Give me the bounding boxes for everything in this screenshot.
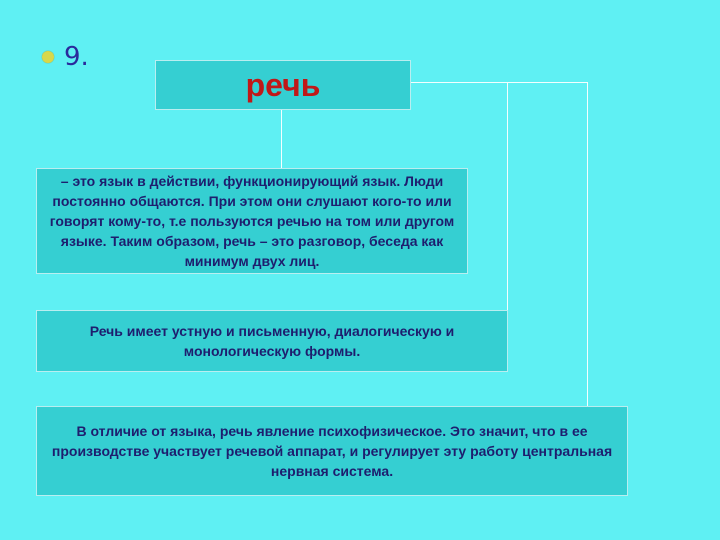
definition-box	[36, 168, 468, 274]
psychophysical-box	[36, 406, 628, 496]
forms-box	[36, 310, 508, 372]
slide-number-label: 9.	[64, 42, 89, 72]
connector-title-to-definition	[281, 110, 282, 168]
bullet-icon	[42, 51, 54, 63]
psychophysical-text: В отличие от языка, речь явление психофизическое. Это значит, что в ее производстве участвует речевой аппарат, и регулирует эту работу центральная нервная система.	[51, 423, 613, 479]
definition-text: – это язык в действии, функционирующий язык. Люди постоянно общаются. При этом они слушают кого-то или говорят кому-то, т.е пользуются речью на том или другом языке. Таким образом, речь – это разговор, беседа как минимум двух лиц.	[49, 173, 455, 269]
slide-number	[42, 42, 89, 72]
title-box	[155, 60, 411, 110]
connector-to-forms	[507, 82, 508, 310]
title-text: речь	[245, 67, 321, 103]
connector-to-psychophysical	[587, 82, 588, 406]
forms-text: Речь имеет устную и письменную, диалогическую и монологическую формы.	[89, 323, 455, 359]
connector-top-horizontal	[411, 82, 588, 83]
